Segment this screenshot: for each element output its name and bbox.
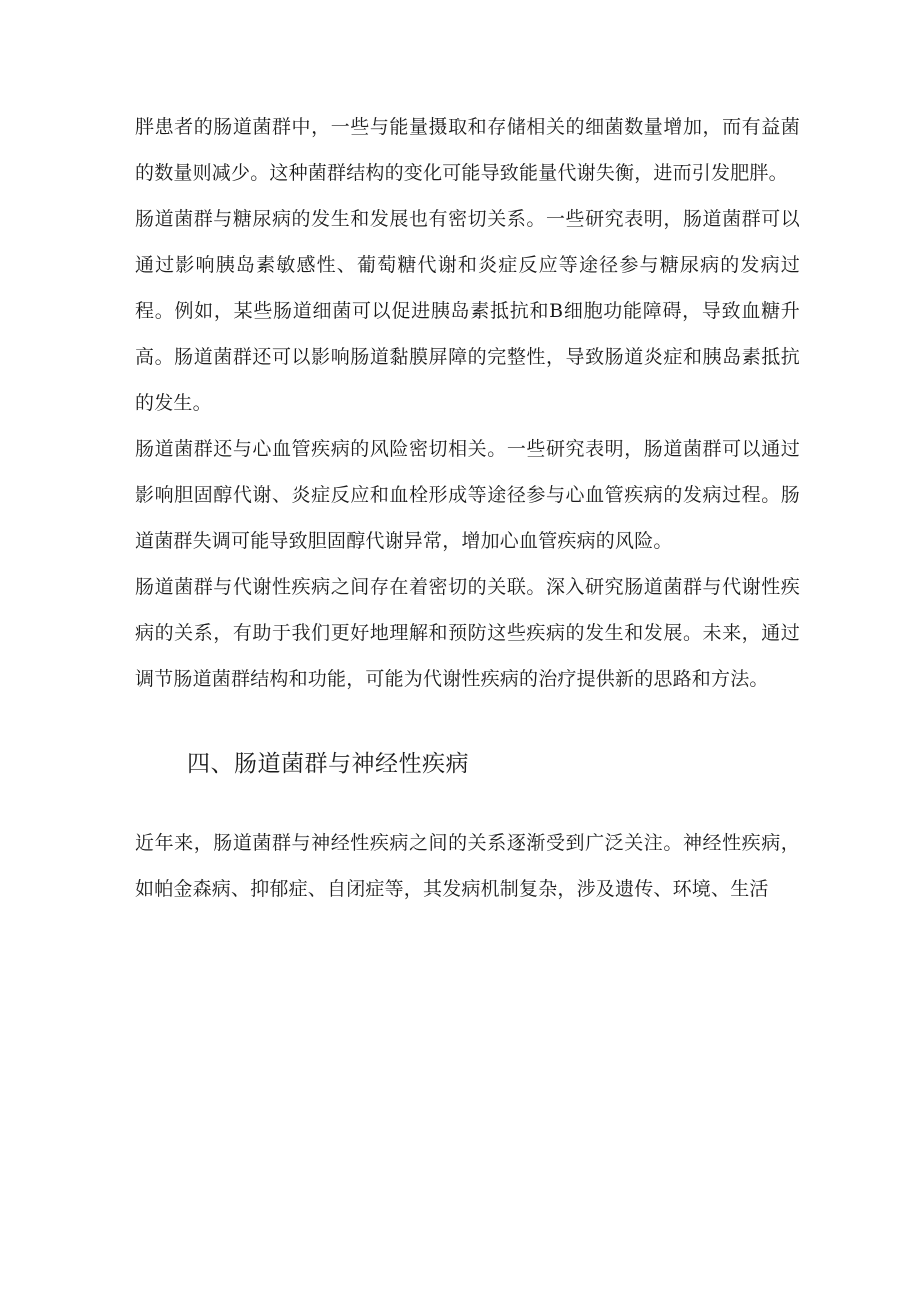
section-heading: 四、肠道菌群与神经性疾病 xyxy=(187,751,469,777)
paragraph-neurological-intro: 近年来，肠道菌群与神经性疾病之间的关系逐渐受到广泛关注。神经性疾病，如帕金森病、抑郁症、自闭症等，其发病机制复杂，涉及遗传、环境、生活 xyxy=(135,832,800,900)
paragraph-metabolic-summary: 肠道菌群与代谢性疾病之间存在着密切的关联。深入研究肠道菌群与代谢性疾病的关系，有助于我们更好地理解和预防这些疾病的发生和发展。未来，通过调节肠道菌群结构和功能，可能为代谢性疾病的治疗提供新的思路和方法。 xyxy=(135,576,800,690)
document-page xyxy=(135,104,800,912)
paragraph-obesity: 胖患者的肠道菌群中，一些与能量摄取和存储相关的细菌数量增加，而有益菌的数量则减少。这种菌群结构的变化可能导致能量代谢失衡，进而引发肥胖。 xyxy=(135,116,800,184)
paragraph-diabetes: 肠道菌群与糖尿病的发生和发展也有密切关系。一些研究表明，肠道菌群可以通过影响胰岛素敏感性、葡萄糖代谢和炎症反应等途径参与糖尿病的发病过程。例如，某些肠道细菌可以促进胰岛素抵抗和B细胞功能障碍，导致血糖升高。肠道菌群还可以影响肠道黏膜屏障的完整性，导致肠道炎症和胰岛素抵抗的发生。 xyxy=(135,208,800,414)
paragraph-cardiovascular: 肠道菌群还与心血管疾病的风险密切相关。一些研究表明，肠道菌群可以通过影响胆固醇代谢、炎症反应和血栓形成等途径参与心血管疾病的发病过程。肠道菌群失调可能导致胆固醇代谢异常，增加心血管疾病的风险。 xyxy=(135,438,800,552)
